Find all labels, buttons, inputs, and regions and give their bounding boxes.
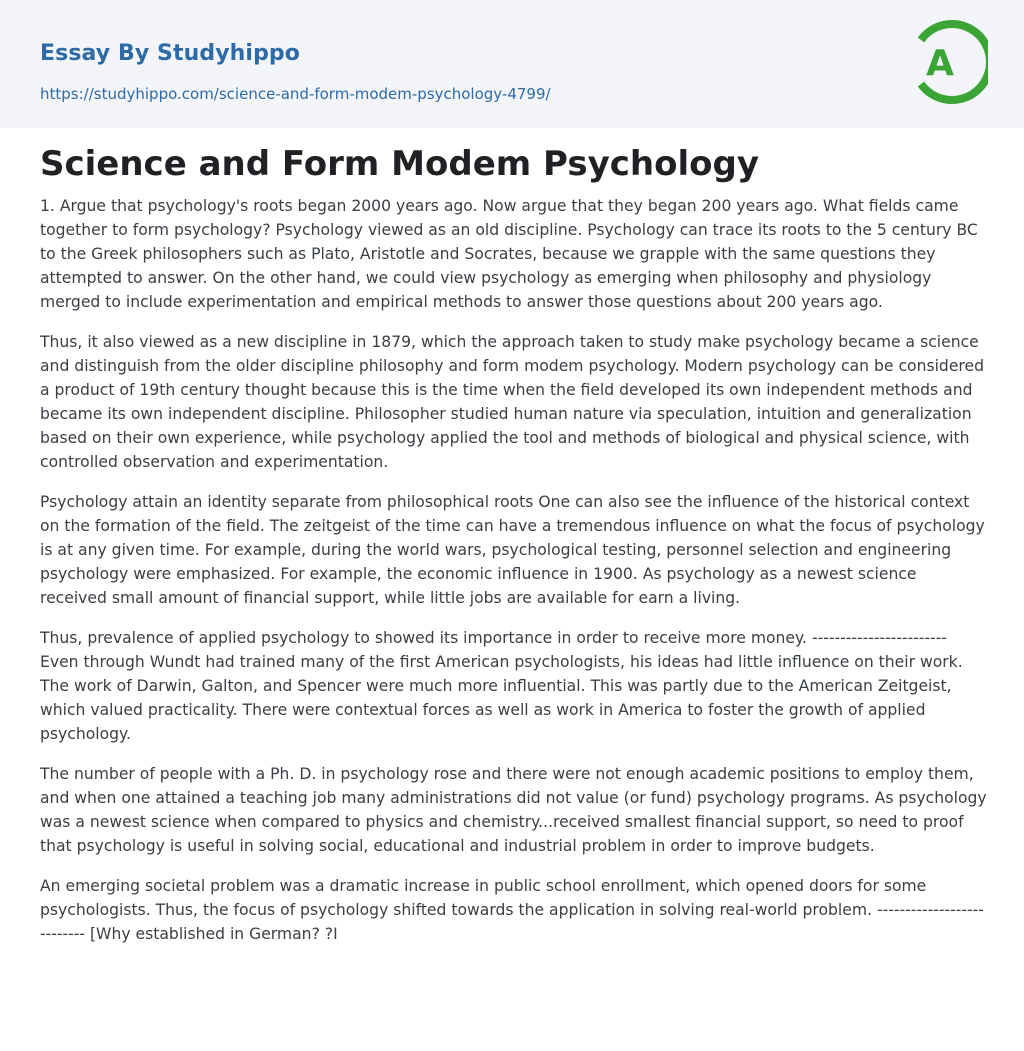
site-header — [0, 0, 1024, 128]
essay-body — [40, 194, 988, 962]
essay-paragraph-4: Thus, prevalence of applied psychology to showed its importance in order to receive more money. ------------------------ Even through Wundt had trained many of the first American psychologists, his ideas had little influence on their work. The work of Darwin, Galton, and Spencer were much more influential. This was partly due to the American Zeitgeist, which valued practicality. There were contextual forces as well as work in America to foster the growth of applied psychology. — [40, 629, 963, 743]
essay-paragraph-1: 1. Argue that psychology's roots began 2000 years ago. Now argue that they began 200 years ago. What fields came together to form psychology? Psychology viewed as an old discipline. Psychology can trace its roots to the 5 century BC to the Greek philosophers such as Plato, Aristotle and Socrates, because we grapple with the same questions they attempted to answer. On the other hand, we could view psychology as emerging when philosophy and physiology merged to include experimentation and empirical methods to answer those questions about 200 years ago. — [40, 197, 978, 311]
logo-letter: A — [926, 43, 954, 84]
page-title: Science and Form Modem Psychology — [40, 144, 759, 184]
essay-paragraph-5: The number of people with a Ph. D. in psychology rose and there were not enough academic positions to employ them, and when one attained a teaching job many administrations did not value (or fund) psychology programs. As psychology was a newest science when compared to physics and chemistry...received smallest financial support, so need to proof that psychology is useful in solving social, educational and industrial problem in order to improve budgets. — [40, 765, 987, 855]
essay-paragraph-2: Thus, it also viewed as a new discipline in 1879, which the approach taken to study make psychology became a science and distinguish from the older discipline philosophy and form modem psychology. Modern psychology can be considered a product of 19th century thought because this is the time when the field developed its own independent methods and became its own independent discipline. Philosopher studied human nature via speculation, intuition and generalization based on their own experience, while psychology applied the tool and methods of biological and physical science, with controlled observation and experimentation. — [40, 333, 984, 471]
essay-paragraph-3: Psychology attain an identity separate from philosophical roots One can also see the influence of the historical context on the formation of the field. The zeitgeist of the time can have a tremendous influence on what the focus of psychology is at any given time. For example, during the world wars, psychological testing, personnel selection and engineering psychology were emphasized. For example, the economic influence in 1900. As psychology as a newest science received small amount of financial support, while little jobs are available for earn a living. — [40, 493, 985, 607]
site-brand[interactable]: Essay By Studyhippo — [40, 41, 300, 66]
studyhippo-logo-icon[interactable] — [912, 18, 988, 106]
essay-paragraph-6: An emerging societal problem was a dramatic increase in public school enrollment, which opened doors for some psychologists. Thus, the focus of psychology shifted towards the application in solving real-world problem. --------------------------- [Why established in German? ?I — [40, 877, 984, 943]
essay-url-link[interactable]: https://studyhippo.com/science-and-form-modem-psychology-4799/ — [40, 85, 551, 103]
